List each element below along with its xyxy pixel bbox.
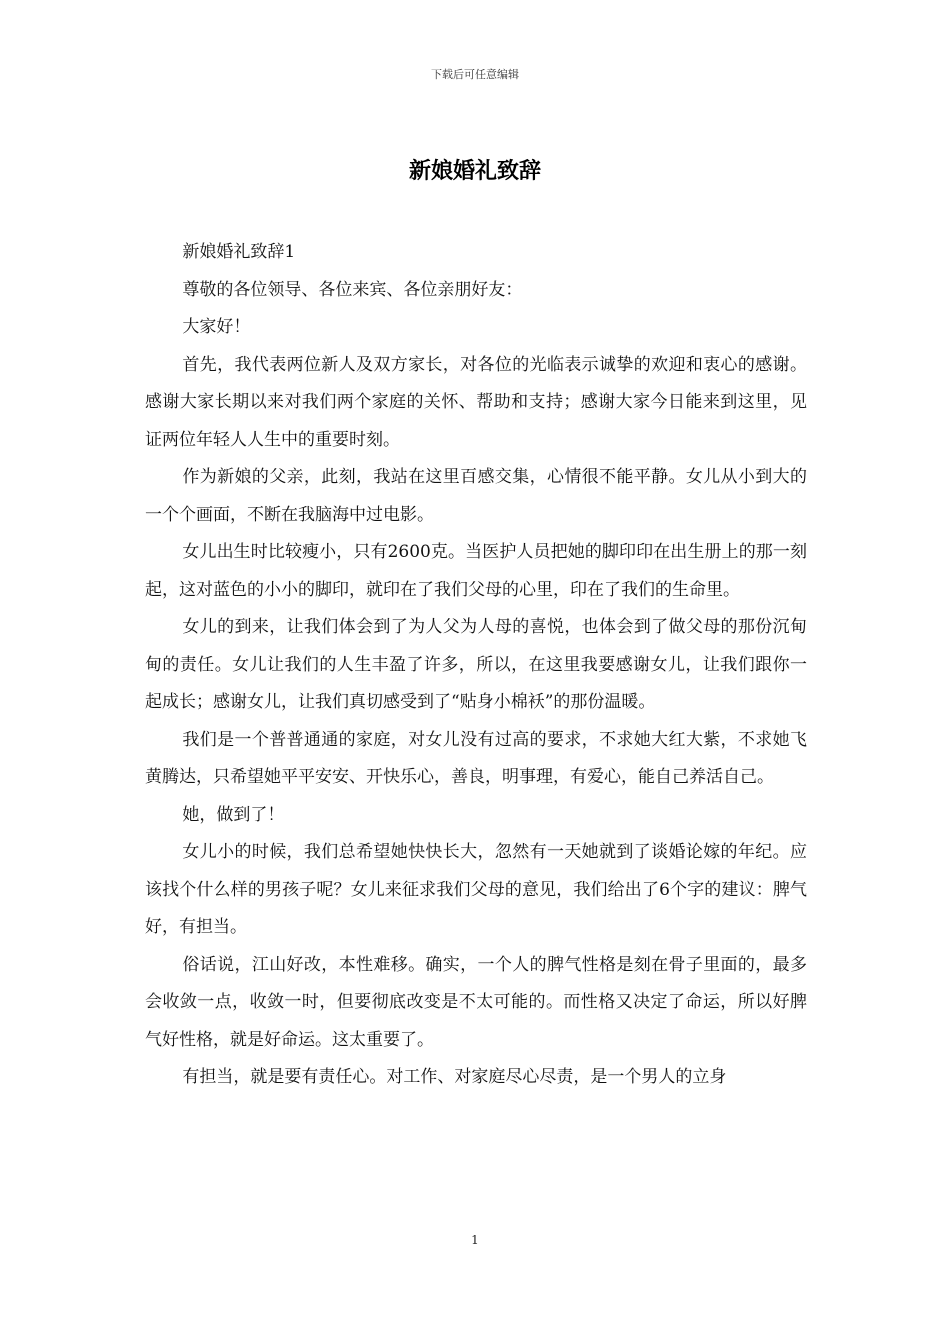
paragraph: 她，做到了！: [182, 804, 285, 825]
paragraph: 俗话说，江山好改，本性难移。确实，一个人的脾气性格是刻在骨子里面的，最多会收敛一点，收敛一时，但要彻底改变是不太可能的。而性格又决定了命运，所以好脾气好性格，就是好命运。这太重要了。: [145, 954, 807, 1050]
paragraph: 尊敬的各位领导、各位来宾、各位亲朋好友：: [182, 279, 523, 300]
paragraph: 首先，我代表两位新人及双方家长，对各位的光临表示诚挚的欢迎和衷心的感谢。感谢大家长期以来对我们两个家庭的关怀、帮助和支持；感谢大家今日能来到这里，见证两位年轻人人生中的重要时刻。: [145, 354, 807, 450]
paragraph: 女儿的到来，让我们体会到了为人父为人母的喜悦，也体会到了做父母的那份沉甸甸的责任。女儿让我们的人生丰盈了许多，所以，在这里我要感谢女儿，让我们跟你一起成长；感谢女儿，让我们真切感受到了“贴身小棉袄”的那份温暖。: [145, 617, 807, 712]
header-note: 下载后可任意编辑: [431, 68, 519, 81]
page-number: 1: [471, 1233, 479, 1247]
page-title: 新娘婚礼致辞: [408, 158, 541, 184]
document-body: [145, 234, 807, 1097]
paragraph: 我们是一个普普通通的家庭，对女儿没有过高的要求，不求她大红大紫，不求她飞黄腾达，只希望她平平安安、开快乐心，善良，明事理，有爱心，能自己养活自己。: [145, 729, 807, 787]
paragraph: 作为新娘的父亲，此刻，我站在这里百感交集，心情很不能平静。女儿从小到大的一个个画面，不断在我脑海中过电影。: [145, 467, 807, 525]
paragraph: 有担当，就是要有责任心。对工作、对家庭尽心尽责，是一个男人的立身: [182, 1067, 727, 1087]
paragraph: 女儿小的时候，我们总希望她快快长大，忽然有一天她就到了谈婚论嫁的年纪。应该找个什么样的男孩子呢？女儿来征求我们父母的意见，我们给出了6个字的建议：脾气好，有担当。: [145, 842, 807, 937]
paragraph: 大家好！: [182, 317, 251, 337]
paragraph: 新娘婚礼致辞1: [182, 242, 296, 262]
paragraph: 女儿出生时比较瘦小，只有2600克。当医护人员把她的脚印印在出生册上的那一刻起，这对蓝色的小小的脚印，就印在了我们父母的心里，印在了我们的生命里。: [145, 542, 807, 600]
